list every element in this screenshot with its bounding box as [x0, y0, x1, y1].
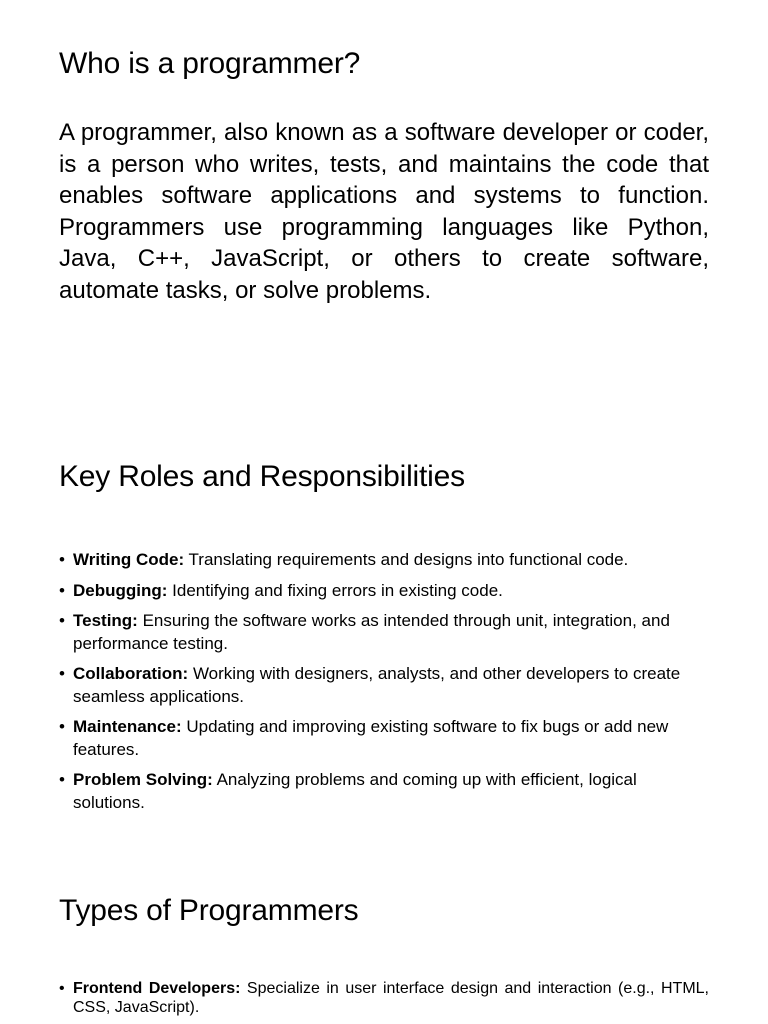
section-title-who-is-programmer: Who is a programmer?: [59, 47, 361, 80]
bullet-icon: •: [59, 664, 65, 683]
list-item: [59, 716, 709, 761]
bullet-icon: •: [59, 717, 65, 736]
item-text: Updating and improving existing software to fix bugs or add new features.: [73, 717, 669, 759]
list-item: [59, 610, 709, 655]
bullet-icon: •: [59, 580, 65, 600]
item-term: Problem Solving:: [73, 770, 213, 789]
programmer-types-list: [59, 979, 709, 1024]
item-text: Identifying and fixing errors in existing code.: [167, 580, 503, 600]
bullet-icon: •: [59, 770, 65, 789]
list-item: [59, 663, 709, 708]
item-text: Ensuring the software works as intended through unit, integration, and performance testing.: [73, 611, 670, 653]
item-term: Writing Code:: [73, 550, 185, 569]
item-term: Collaboration:: [73, 664, 189, 683]
item-text: Translating requirements and designs into functional code.: [184, 550, 629, 569]
section-title-types-of-programmers: Types of Programmers: [59, 894, 359, 927]
item-term: Debugging:: [73, 580, 168, 600]
bullet-icon: •: [59, 611, 65, 630]
item-text: Analyzing problems and coming up with efficient, logical solutions.: [73, 770, 637, 812]
section-title-key-roles: Key Roles and Responsibilities: [59, 460, 465, 493]
list-item: [59, 580, 709, 603]
bullet-icon: •: [59, 550, 65, 569]
list-item: [59, 979, 709, 1017]
item-term: Maintenance:: [73, 717, 182, 736]
intro-paragraph: A programmer, also known as a software developer or coder, is a person who writes, tests, and maintains the code that enables software applications and systems to function. Programmers use programming languages like Python, Java, C++, JavaScript, or others to create software, automate tasks, or solve problems.: [59, 119, 709, 304]
list-item: [59, 549, 709, 572]
responsibilities-list: [59, 549, 709, 822]
item-text: Working with designers, analysts, and other developers to create seamless applications.: [73, 664, 681, 706]
item-text: Specialize in user interface design and interaction (e.g., HTML, CSS, JavaScript).: [73, 980, 709, 1016]
item-term: Testing:: [73, 611, 138, 630]
list-item: [59, 769, 709, 814]
bullet-icon: •: [59, 980, 65, 997]
item-term: Frontend Developers:: [73, 980, 241, 997]
